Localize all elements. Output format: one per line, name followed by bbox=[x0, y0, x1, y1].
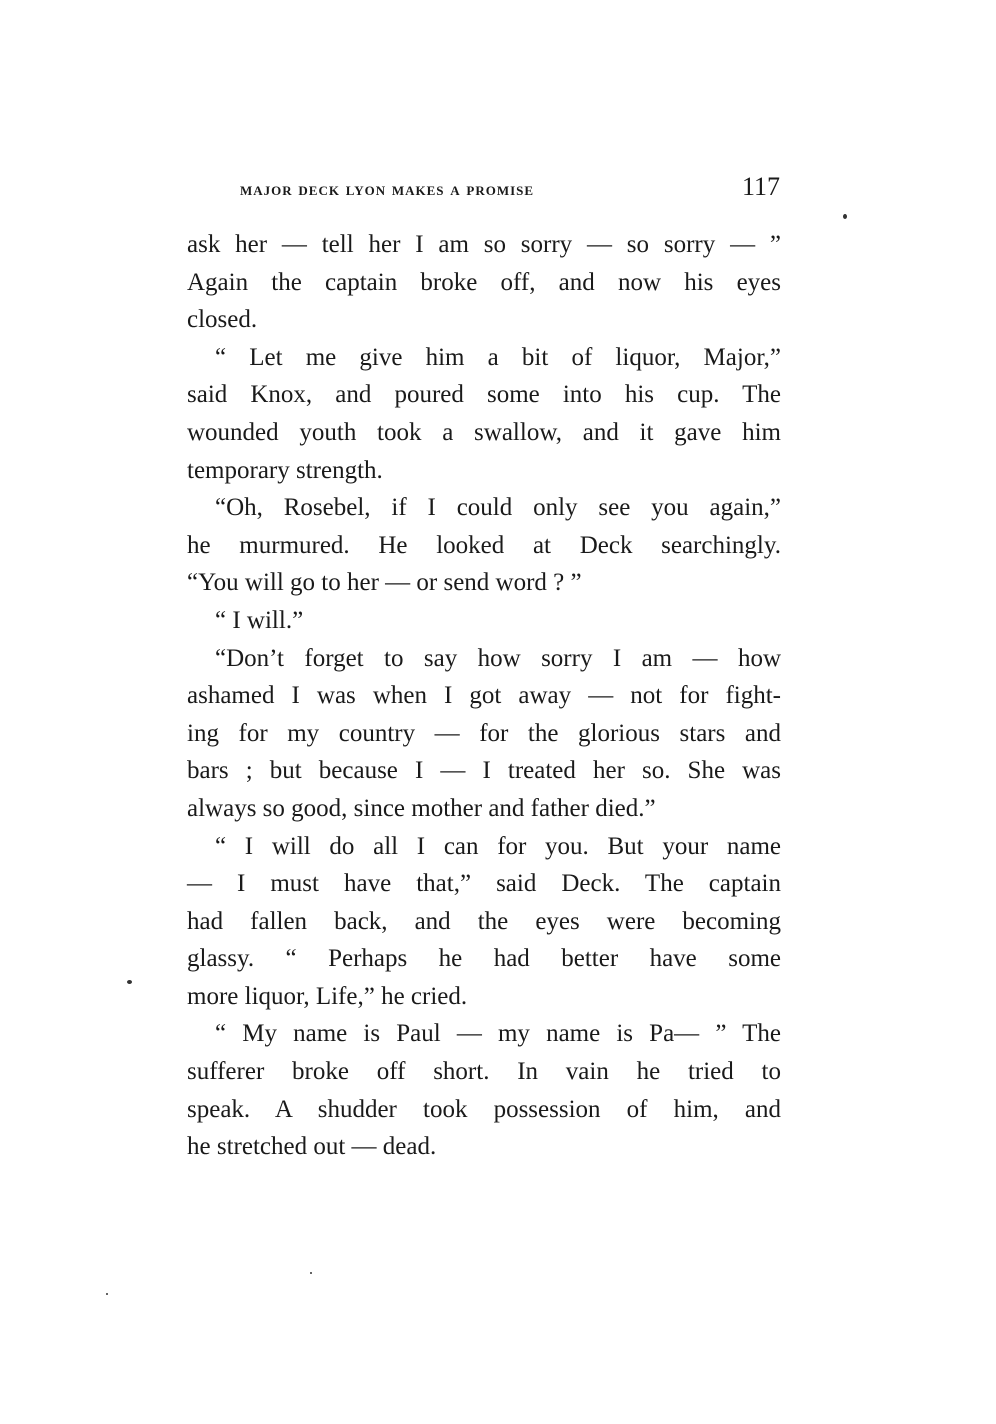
text-line: he stretched out — dead. bbox=[187, 1133, 437, 1161]
text-line: “ I will do all I can for you. But your name bbox=[215, 832, 781, 860]
text-line: he murmured. He looked at Deck searchingly. bbox=[187, 531, 781, 559]
text-line: “ I will.” bbox=[215, 606, 304, 634]
scan-speck bbox=[127, 980, 132, 984]
text-line: “Don’t forget to say how sorry I am — how bbox=[215, 644, 781, 672]
text-line: temporary strength. bbox=[187, 456, 383, 484]
text-line: ask her — tell her I am so sorry — so sorry — ” bbox=[187, 231, 781, 258]
text-line: had fallen back, and the eyes were becoming bbox=[187, 907, 781, 935]
scan-speck bbox=[106, 1293, 108, 1295]
text-line: sufferer broke off short. In vain he tried to bbox=[187, 1058, 781, 1086]
scan-speck bbox=[310, 1272, 312, 1274]
running-title: major deck lyon makes a promise bbox=[240, 179, 535, 200]
text-line: Again the captain broke off, and now his eyes bbox=[187, 268, 781, 296]
text-line: said Knox, and poured some into his cup. The bbox=[187, 381, 781, 409]
body-text bbox=[187, 226, 781, 1166]
running-head bbox=[240, 172, 780, 202]
page-number: 117 bbox=[741, 172, 780, 201]
text-line: wounded youth took a swallow, and it gave him bbox=[187, 418, 781, 446]
text-line: “ My name is Paul — my name is Pa— ” The bbox=[215, 1020, 781, 1048]
text-line: — I must have that,” said Deck. The captain bbox=[187, 870, 781, 898]
text-line: “ Let me give him a bit of liquor, Major,” bbox=[215, 343, 781, 371]
text-line: “Oh, Rosebel, if I could only see you again,” bbox=[215, 494, 781, 522]
scan-speck bbox=[843, 214, 847, 219]
text-line: ing for my country — for the glorious stars and bbox=[187, 719, 781, 747]
text-line: always so good, since mother and father died.” bbox=[187, 794, 656, 822]
text-line: bars ; but because I — I treated her so. She was bbox=[187, 757, 781, 785]
text-line: glassy. “ Perhaps he had better have some bbox=[187, 945, 781, 973]
text-line: ashamed I was when I got away — not for fight- bbox=[187, 682, 781, 710]
text-line: closed. bbox=[187, 306, 258, 334]
text-line: more liquor, Life,” he cried. bbox=[187, 982, 468, 1010]
text-line: speak. A shudder took possession of him, and bbox=[187, 1095, 781, 1123]
text-line: “You will go to her — or send word ? ” bbox=[187, 569, 582, 597]
